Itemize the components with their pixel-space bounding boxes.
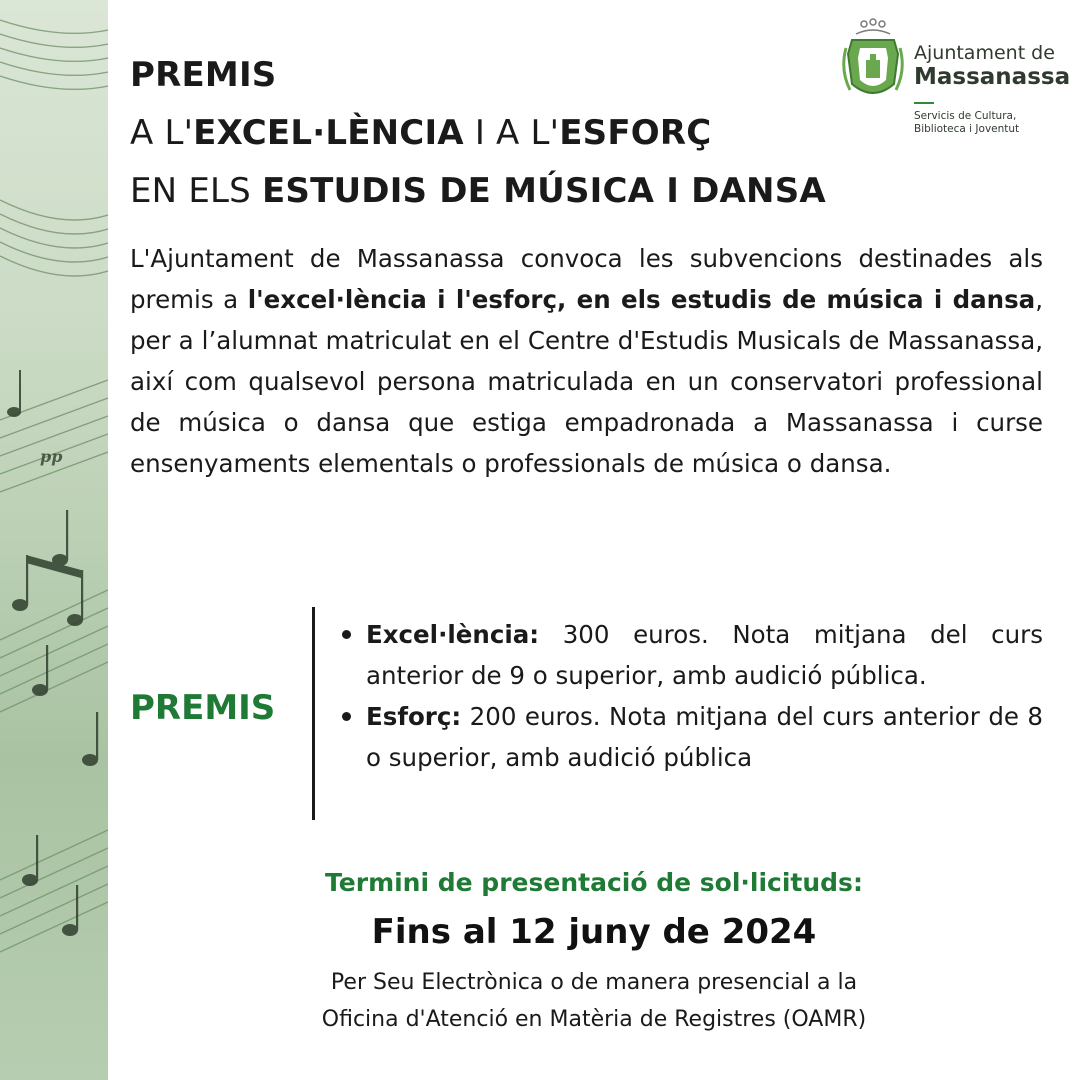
logo-divider bbox=[914, 102, 934, 104]
town-crest-icon bbox=[842, 18, 904, 110]
title-line-1: PREMIS bbox=[130, 55, 277, 95]
sheet-music-image bbox=[0, 0, 108, 1080]
services-line-2: Biblioteca i Joventut bbox=[914, 123, 1020, 135]
intro-highlight: l'excel·lència i l'esforç, en els estudis de música i dansa bbox=[247, 285, 1036, 314]
title-line-2: A L'EXCEL·LÈNCIA I A L'ESFORÇ bbox=[130, 113, 712, 153]
org-services bbox=[914, 110, 1044, 136]
vertical-divider bbox=[312, 607, 315, 820]
list-item: Esforç: 200 euros. Nota mitjana del curs anterior de 8 o superior, amb audició pública bbox=[340, 696, 1043, 778]
services-line-1: Servicis de Cultura, bbox=[914, 110, 1017, 122]
intro-paragraph: L'Ajuntament de Massanassa convoca les subvencions destinades als premis a l'excel·lència i l'esforç, en els estudis de música i dansa, per a l’alumnat matriculat en el Centre d'Estudis Musicals de Massanassa, així com qualsevol persona matriculada en un conservatori professional de música o dansa que estiga empadronada a Massanassa i curse ensenyaments elementals o professionals de música o dansa. bbox=[130, 244, 1044, 478]
list-item: Excel·lència: 300 euros. Nota mitjana del curs anterior de 9 o superior, amb audició pública. bbox=[340, 614, 1043, 696]
premis-label: PREMIS bbox=[130, 688, 276, 728]
org-name-line-1: Ajuntament de bbox=[914, 42, 1055, 64]
org-name-line-2: Massanassa bbox=[914, 64, 1071, 90]
town-logo bbox=[842, 18, 1071, 138]
page-title bbox=[130, 46, 890, 220]
svg-text:pp: pp bbox=[40, 447, 63, 466]
deadline-label: Termini de presentació de sol·licituds: bbox=[325, 868, 863, 897]
prize-list bbox=[340, 614, 1043, 778]
title-line-3: EN ELS ESTUDIS DE MÚSICA I DANSA bbox=[130, 171, 826, 211]
deadline-date: Fins al 12 juny de 2024 bbox=[371, 912, 817, 952]
submission-line-2: Oficina d'Atenció en Matèria de Registres (OAMR) bbox=[321, 1007, 867, 1032]
submission-info bbox=[108, 964, 1080, 1038]
submission-line-1: Per Seu Electrònica o de manera presencial a la bbox=[330, 970, 858, 995]
